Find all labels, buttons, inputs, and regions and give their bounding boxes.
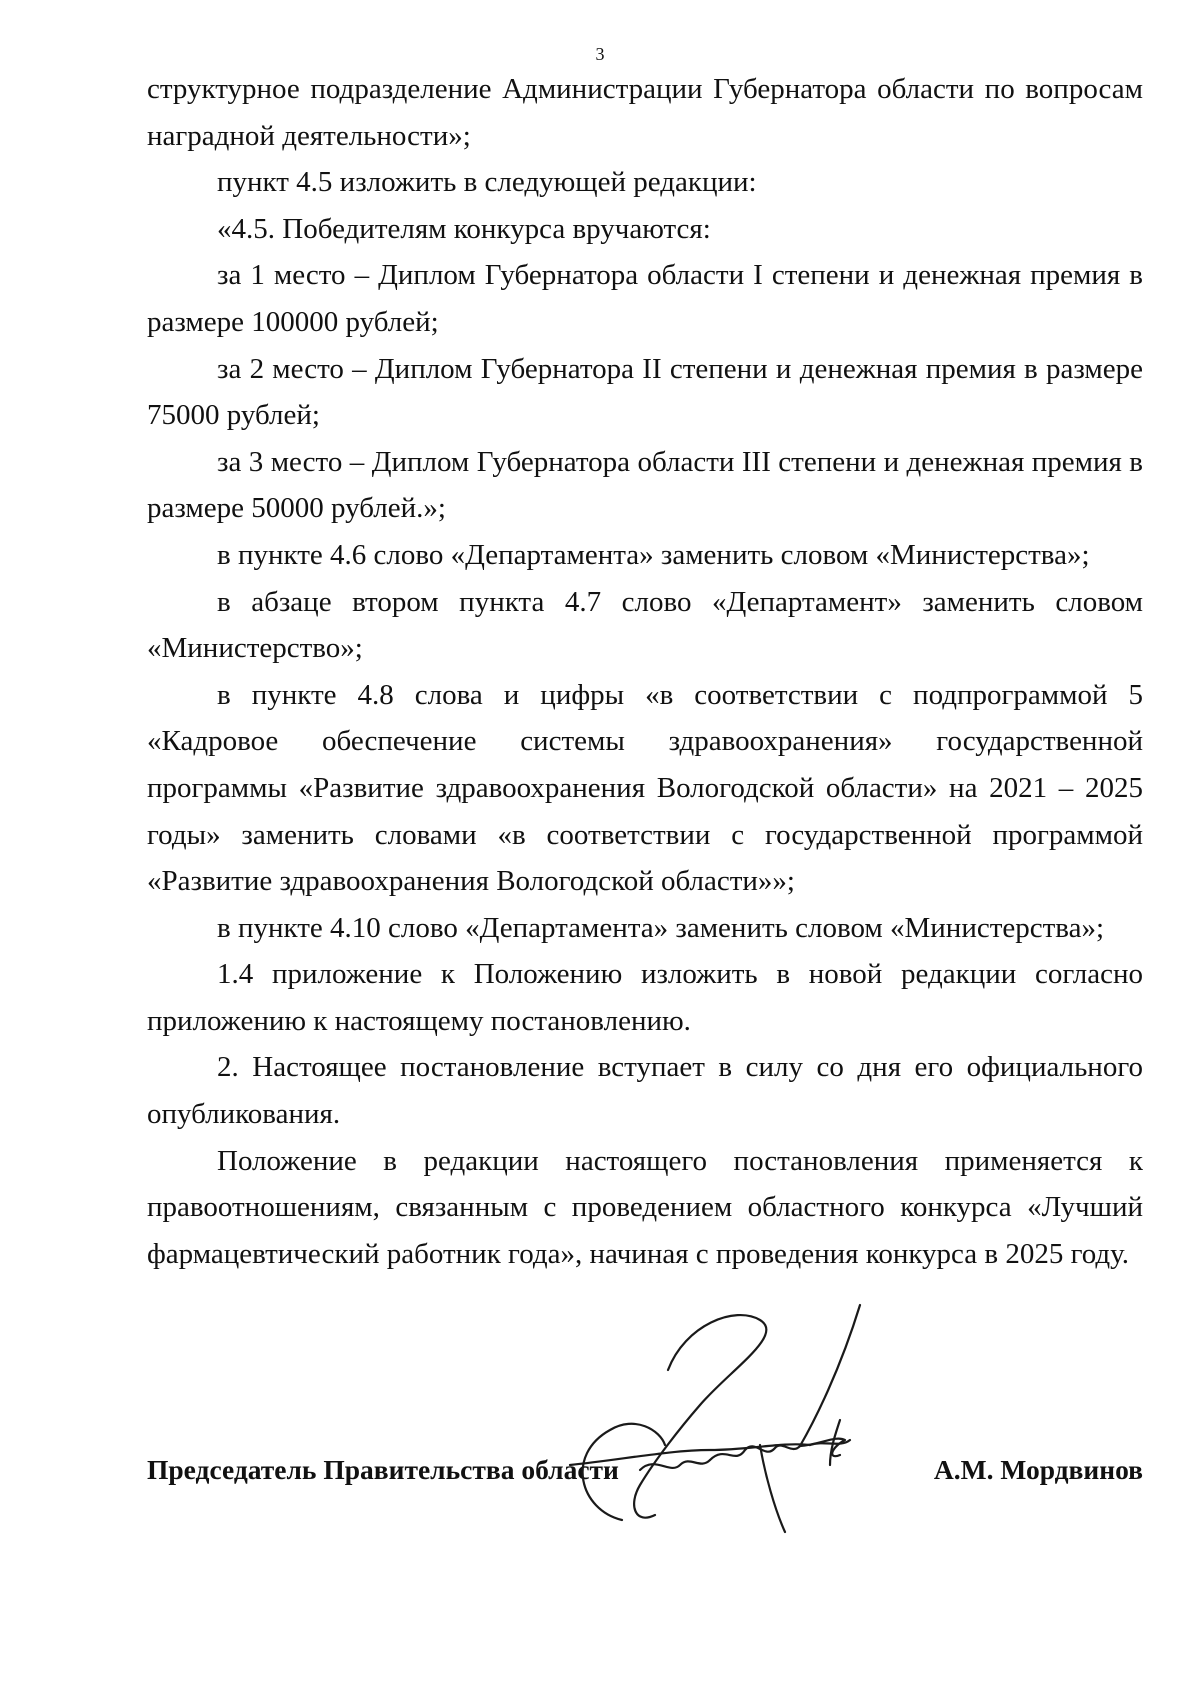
paragraph-third-place: за 3 место – Диплом Губернатора области III степени и денежная премия в размере 50000 рублей.»; bbox=[147, 445, 1143, 525]
signatory-name: А.М. Мордвинов bbox=[933, 1454, 1143, 1485]
handwritten-signature bbox=[560, 1270, 920, 1590]
signatory-title: Председатель Правительства области bbox=[147, 1454, 619, 1485]
paragraph-continuation: структурное подразделение Администрации Губернатора области по вопросам наградной деятельности»; bbox=[147, 73, 1143, 152]
paragraph-item-1-4: 1.4 приложение к Положению изложить в новой редакции согласно приложению к настоящему постановлению. bbox=[147, 958, 1143, 1037]
paragraph-item-2: 2. Настоящее постановление вступает в силу со дня его официального опубликования. bbox=[147, 1051, 1143, 1131]
paragraph-item-4-10: в пункте 4.10 слово «Департамента» заменить словом «Министерства»; bbox=[217, 911, 1105, 944]
paragraph-item-4-7: в абзаце втором пункта 4.7 слово «Департамент» заменить словом «Министерство»; bbox=[147, 585, 1143, 665]
document-body bbox=[147, 66, 1143, 1277]
paragraph-item-4-8: в пункте 4.8 слова и цифры «в соответствии с подпрограммой 5 «Кадровое обеспечение системы здравоохранения» государственной программы «Развитие здравоохранения Вологодской области» на 2021 – 2025 годы» заменить словами «в соответствии с государственной программой «Развитие здравоохранения Вологодской области»»; bbox=[147, 678, 1143, 898]
paragraph-second-place: за 2 место – Диплом Губернатора II степени и денежная премия в размере 75000 рублей; bbox=[147, 352, 1143, 432]
paragraph-item-4-6: в пункте 4.6 слово «Департамента» заменить словом «Министерства»; bbox=[217, 538, 1090, 571]
paragraph-first-place: за 1 место – Диплом Губернатора области I степени и денежная премия в размере 100000 рублей; bbox=[147, 259, 1143, 338]
paragraph-item-4-5-intro: пункт 4.5 изложить в следующей редакции: bbox=[217, 166, 757, 199]
paragraph-applicability: Положение в редакции настоящего постановления применяется к правоотношениям, связанным с проведением областного конкурса «Лучший фармацевтический работник года», начиная с проведения конкурса в 2025 году. bbox=[147, 1144, 1143, 1270]
paragraph-item-4-5-text: «4.5. Победителям конкурса вручаются: bbox=[217, 212, 711, 245]
page-number: 3 bbox=[595, 44, 605, 64]
